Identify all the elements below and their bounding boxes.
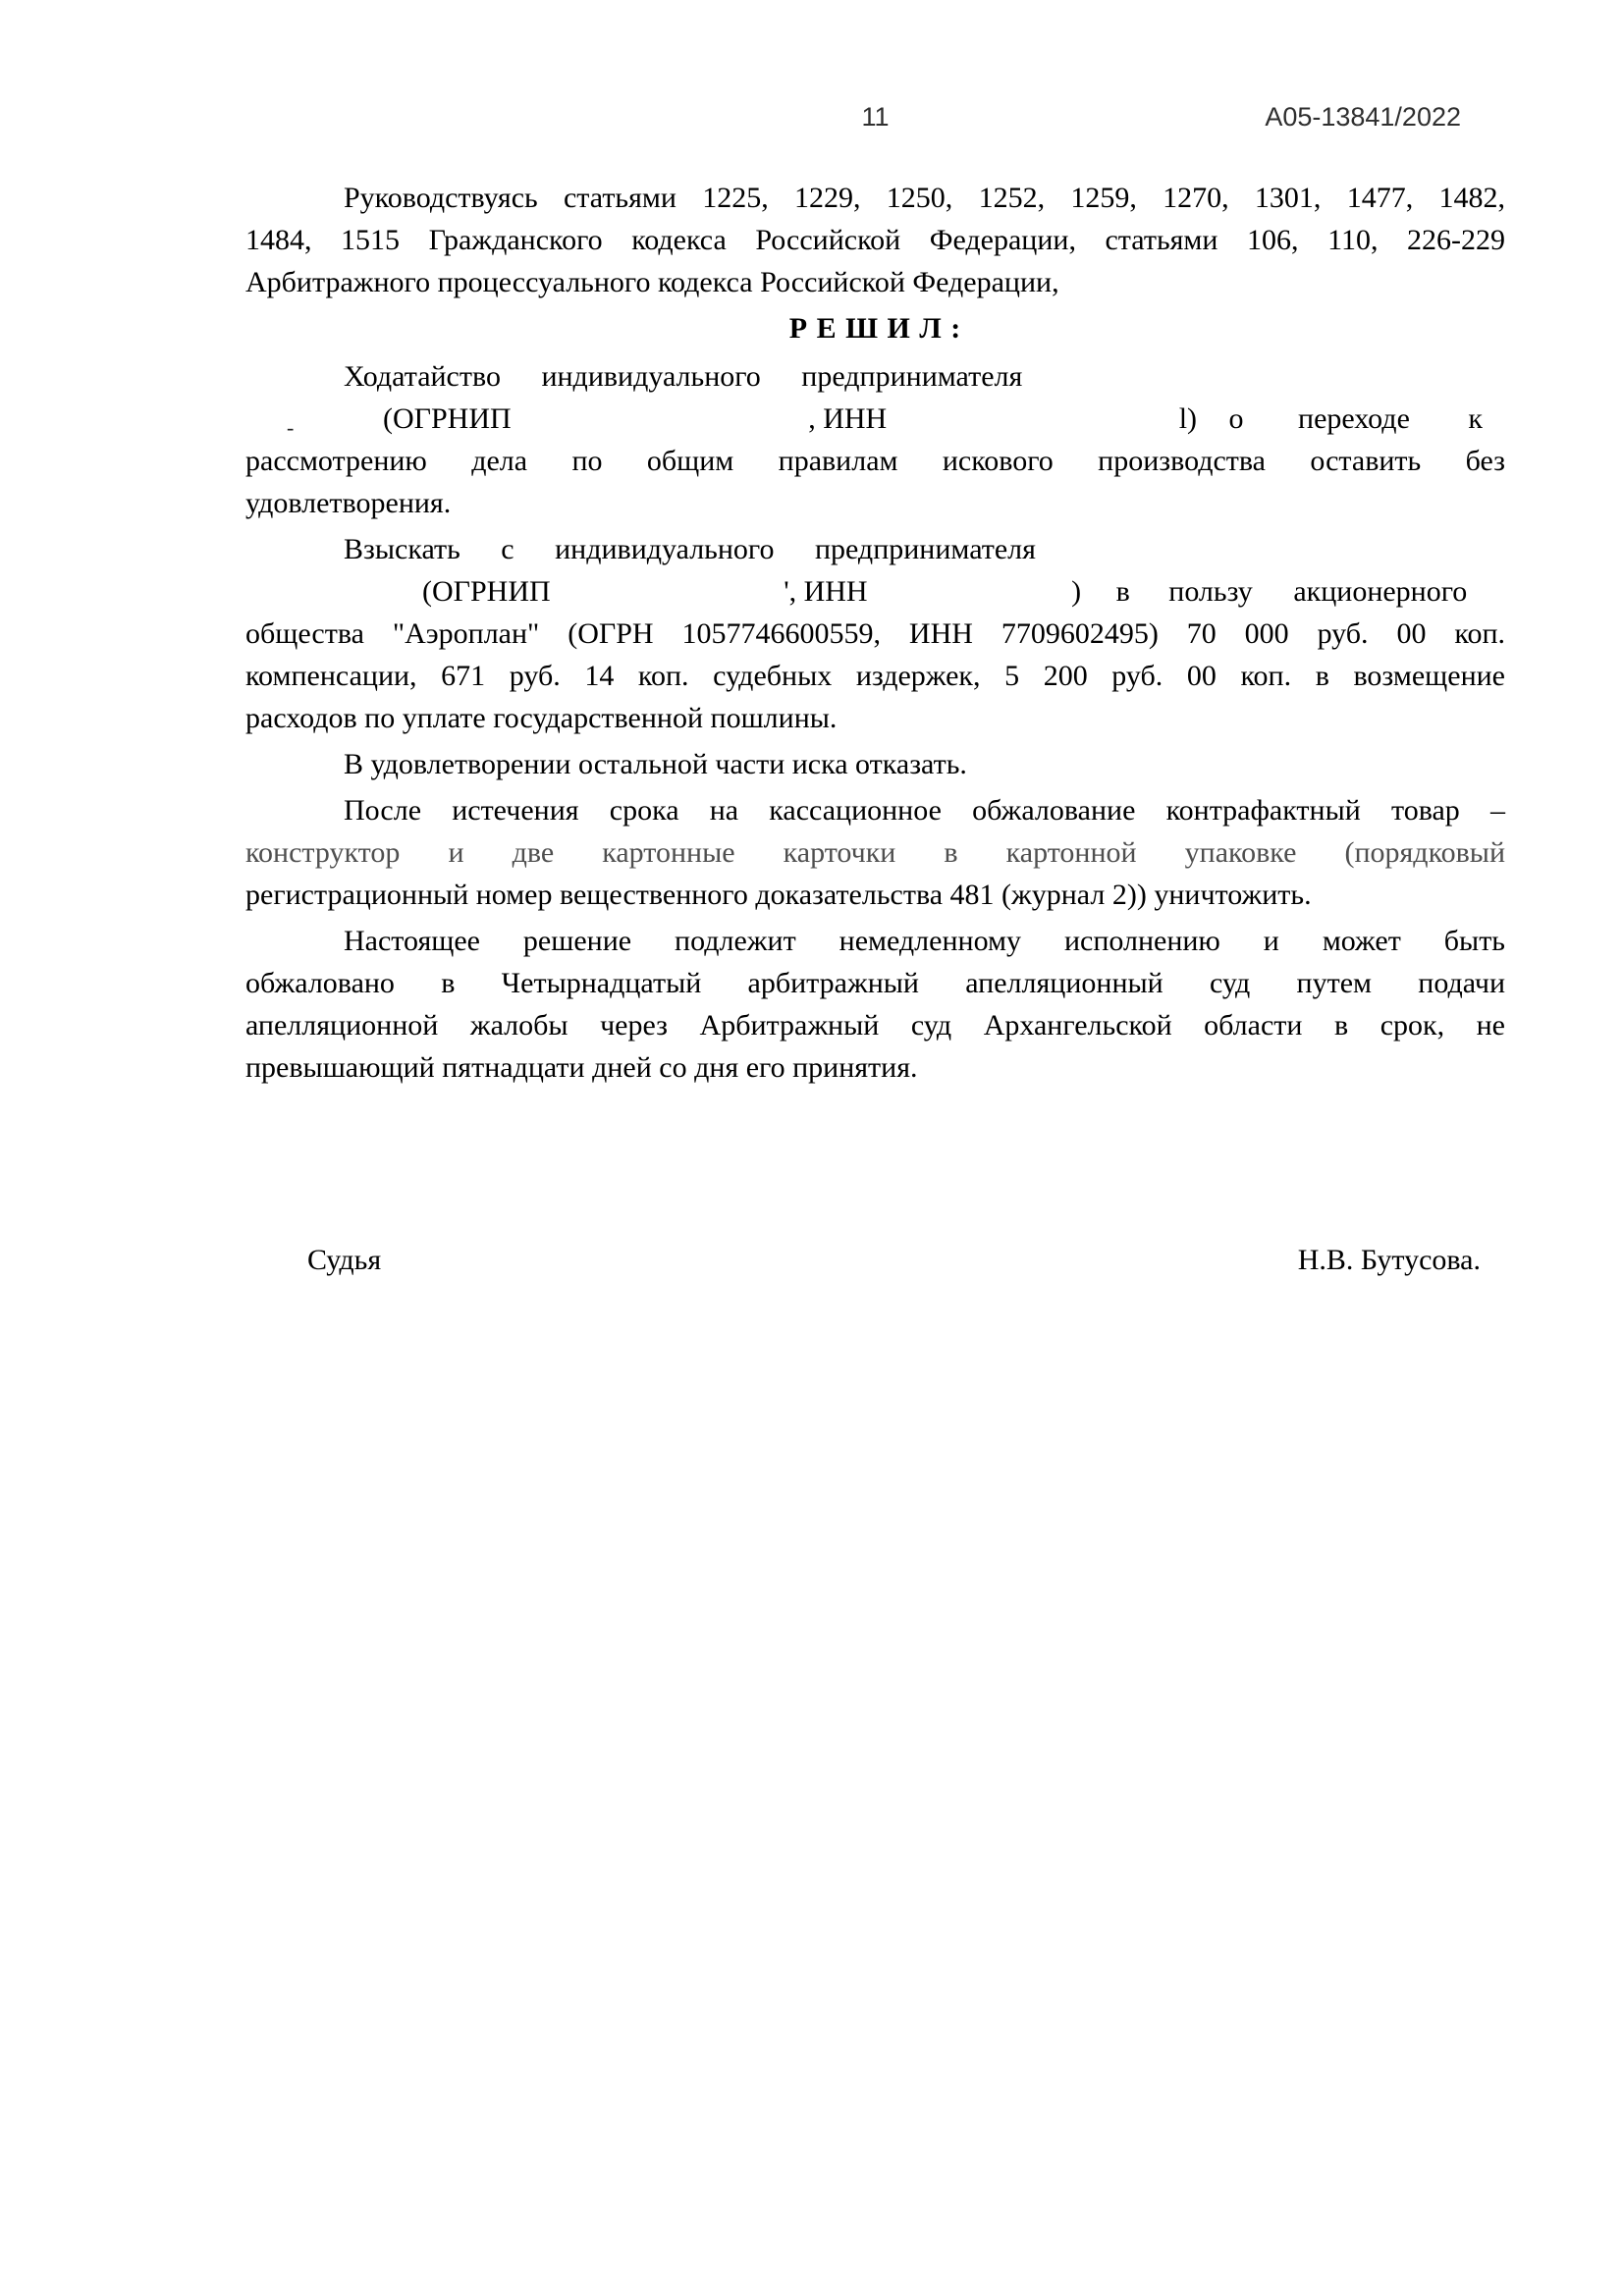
text-line: удовлетворения.: [245, 487, 452, 519]
text-line: рассмотрению дела по общим правилам искового производства оставить без: [245, 445, 1505, 477]
closing-paren: ): [1071, 575, 1082, 608]
text-line: общества "Аэроплан" (ОГРН 1057746600559, ИНН 7709602495) 70 000 руб. 00 коп.: [245, 617, 1505, 650]
text-word: акционерного: [1293, 575, 1468, 608]
resolution-heading: Р Е Ш И Л :: [788, 312, 962, 345]
text-line: В удовлетворении остальной части иска отказать.: [344, 748, 967, 780]
ogrnip-label: (ОГРНИП: [422, 575, 551, 608]
redacted-line: [245, 570, 1505, 613]
text-word: переходе: [1298, 402, 1410, 435]
text-word: в: [1115, 575, 1130, 608]
text-word: пользу: [1168, 575, 1253, 608]
text-line: расходов по уплате государственной пошлины.: [245, 702, 838, 734]
text-line: После истечения срока на кассационное обжалование контрафактный товар –: [344, 794, 1505, 827]
page-header: [245, 102, 1505, 141]
inn-label: ', ИНН: [784, 575, 868, 608]
text-line: компенсации, 671 руб. 14 коп. судебных издержек, 5 200 руб. 00 коп. в возмещение: [245, 660, 1505, 692]
text-word: к: [1468, 402, 1483, 435]
signature-row: [245, 1239, 1505, 1281]
appeal-paragraph: [245, 920, 1505, 1089]
case-number: А05-13841/2022: [1265, 102, 1461, 132]
text-word: о: [1228, 402, 1244, 435]
page-number: 11: [861, 102, 890, 132]
text-line: обжаловано в Четырнадцатый арбитражный апелляционный суд путем подачи: [245, 967, 1505, 999]
text-line: Настоящее решение подлежит немедленному исполнению и может быть: [344, 925, 1505, 957]
ogrnip-label: (ОГРНИП: [383, 402, 512, 435]
text-line: конструктор и две картонные карточки в картонной упаковке (порядковый: [245, 836, 1505, 869]
text-line: 1484, 1515 Гражданского кодекса Российской Федерации, статьями 106, 110, 226-229: [245, 224, 1505, 256]
redacted-line: [245, 398, 1505, 440]
legal-basis-paragraph: [245, 177, 1505, 303]
decision-body: [245, 177, 1505, 1093]
inn-label: , ИНН: [808, 402, 888, 435]
motion-paragraph: [245, 355, 1505, 524]
judge-title: Судья: [307, 1244, 382, 1276]
redaction-remnant-paren: l): [1178, 402, 1198, 435]
judge-name: Н.В. Бутусова.: [1297, 1244, 1481, 1276]
text-line: Взыскать с индивидуального предпринимателя: [344, 533, 1036, 565]
denial-paragraph: [245, 743, 1505, 785]
text-line: Арбитражного процессуального кодекса Российской Федерации,: [245, 266, 1059, 298]
text-line: апелляционной жалобы через Арбитражный суд Архангельской области в срок, не: [245, 1009, 1505, 1041]
redaction-remnant-mark: -: [287, 415, 295, 440]
text-line: регистрационный номер вещественного доказательства 481 (журнал 2)) уничтожить.: [245, 879, 1312, 911]
recovery-paragraph: [245, 528, 1505, 739]
text-line: Ходатайство индивидуального предпринимателя: [344, 360, 1023, 393]
text-line: Руководствуясь статьями 1225, 1229, 1250, 1252, 1259, 1270, 1301, 1477, 1482,: [344, 182, 1505, 214]
text-line: превышающий пятнадцати дней со дня его принятия.: [245, 1051, 918, 1084]
destruction-paragraph: [245, 789, 1505, 916]
